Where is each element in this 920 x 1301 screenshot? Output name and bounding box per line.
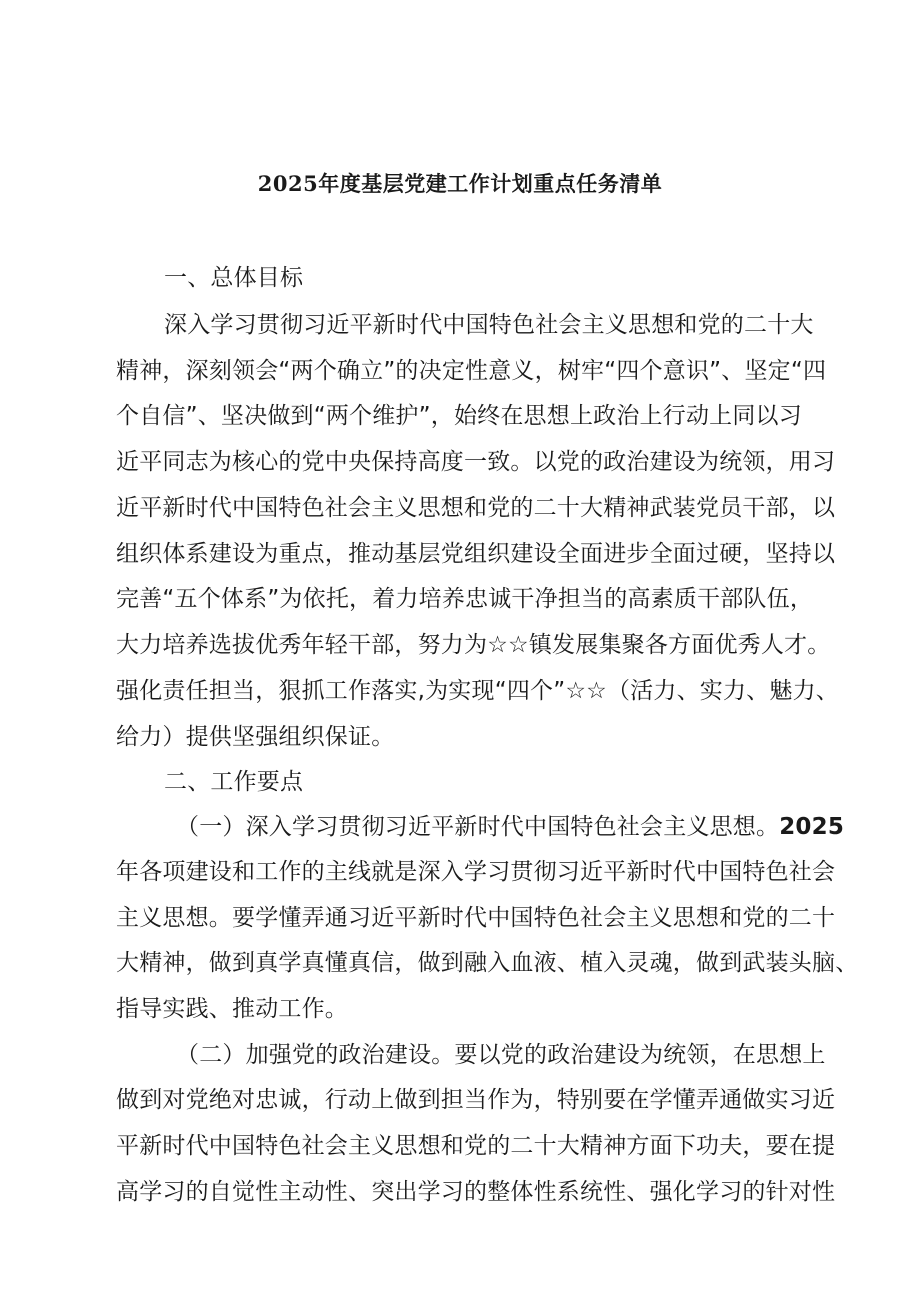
- paragraph-line: 给力）提供坚强组织保证。: [116, 724, 395, 750]
- paragraph-line: 年各项建设和工作的主线就是深入学习贯彻习近平新时代中国特色社会: [116, 859, 836, 885]
- paragraph-line: 近平同志为核心的党中央保持高度一致。以党的政治建设为统领，用习: [116, 449, 836, 475]
- paragraph-line: 强化责任担当，狠抓工作落实,为实现“四个”☆☆（活力、实力、魅力、: [116, 678, 839, 704]
- paragraph-line: 组织体系建设为重点，推动基层党组织建设全面进步全面过硬，坚持以: [116, 541, 836, 567]
- paragraph-line: 平新时代中国特色社会主义思想和党的二十大精神方面下功夫，要在提: [116, 1133, 836, 1159]
- paragraph-line: 高学习的自觉性主动性、突出学习的整体性系统性、强化学习的针对性: [116, 1179, 836, 1205]
- section-heading-overall-goal: 一、总体目标: [164, 265, 304, 291]
- paragraph-line: 完善“五个体系”为依托，着力培养忠诚干净担当的高素质干部队伍，: [116, 586, 814, 612]
- item1-heading: （一）深入学习贯彻习近平新时代中国特色社会主义思想。: [176, 814, 780, 840]
- paragraph-line: 主义思想。要学懂弄通习近平新时代中国特色社会主义思想和党的二十: [116, 905, 836, 931]
- paragraph-line: 指导实践、推动工作。: [116, 996, 348, 1022]
- paragraph-line: 精神，深刻领会“两个确立”的决定性意义，树牢“四个意识”、坚定“四: [116, 358, 827, 384]
- document-title: 2025年度基层党建工作计划重点任务清单: [257, 171, 663, 196]
- item-heading-line: [176, 807, 844, 847]
- paragraph-line: 大精神，做到真学真懂真信，做到融入血液、植入灵魂，做到武装头脑、: [116, 950, 859, 976]
- section-heading-work-points: 二、工作要点: [164, 769, 304, 795]
- paragraph-line: 做到对党绝对忠诚，行动上做到担当作为，特别要在学懂弄通做实习近: [116, 1087, 836, 1113]
- paragraph-line: 大力培养选拔优秀年轻干部，努力为☆☆镇发展集聚各方面优秀人才。: [116, 632, 831, 658]
- item1-year: 2025: [779, 814, 845, 840]
- paragraph-line: 深入学习贯彻习近平新时代中国特色社会主义思想和党的二十大: [164, 312, 814, 338]
- paragraph-line: 近平新时代中国特色社会主义思想和党的二十大精神武装党员干部，以: [116, 495, 836, 521]
- paragraph-line: 个自信”、坚决做到“两个维护”，始终在思想上政治上行动上同以习: [116, 403, 802, 429]
- paragraph-line: （二）加强党的政治建设。要以党的政治建设为统领，在思想上: [176, 1042, 826, 1068]
